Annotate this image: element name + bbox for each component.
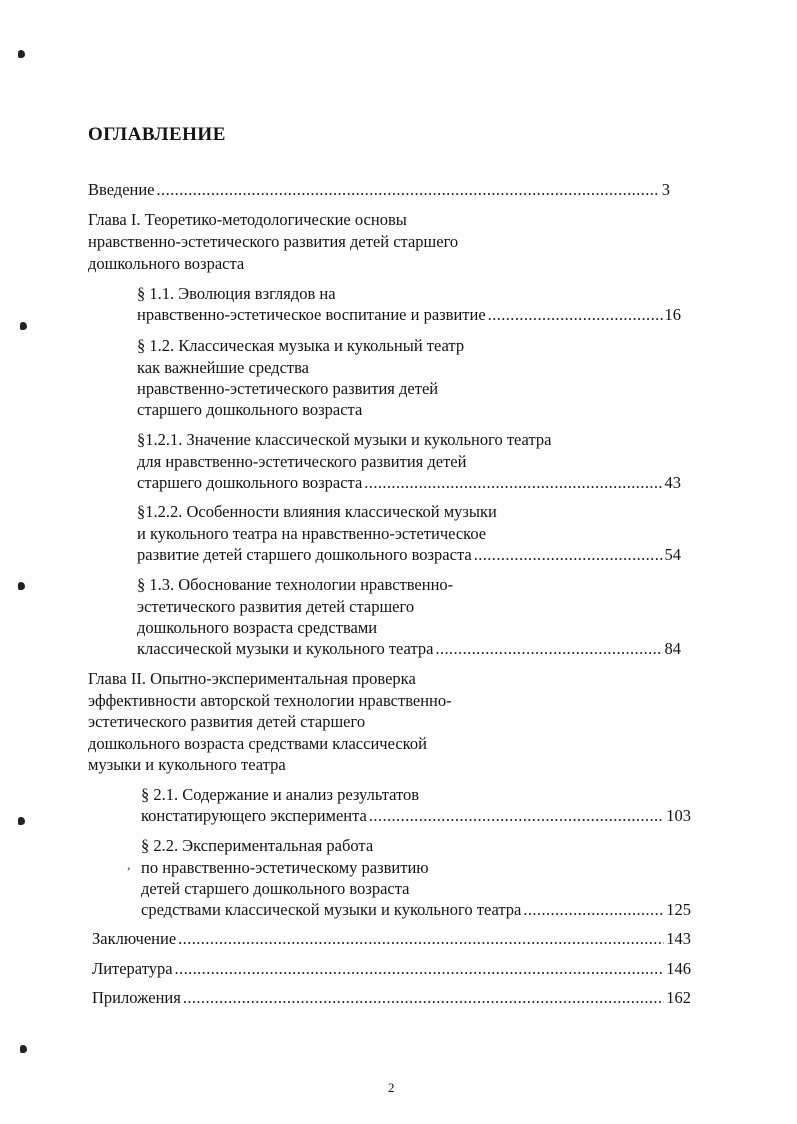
toc-entry-label: Литература	[92, 959, 173, 978]
section-1-2-title: нравственно-эстетического развития детей	[137, 379, 439, 398]
dot-leader	[523, 900, 664, 920]
toc-page-number: 125	[666, 900, 691, 919]
toc-entry-label: Введение	[88, 180, 155, 199]
dot-leader	[175, 959, 665, 979]
dot-leader	[157, 180, 660, 200]
toc-entry-label: средствами классической музыки и кукольного театра	[141, 900, 522, 919]
chapter2-heading: дошкольного возраста средствами классической	[88, 734, 427, 753]
scan-mark	[20, 322, 27, 330]
section-1-2-2-title: §1.2.2. Особенности влияния классической музыки	[137, 502, 497, 521]
section-1-3-title: дошкольного возраста средствами	[137, 618, 378, 637]
dot-leader	[435, 639, 662, 659]
toc-page-number: 143	[666, 929, 691, 948]
section-1-2-1-title: §1.2.1. Значение классической музыки и кукольного театра	[137, 430, 552, 449]
chapter2-heading: эстетического развития детей старшего	[88, 712, 366, 731]
section-2-1-title: § 2.1. Содержание и анализ результатов	[141, 785, 420, 804]
chapter2-heading: Глава II. Опытно-экспериментальная проверка	[88, 669, 416, 688]
section-1-2-title: старшего дошкольного возраста	[137, 400, 363, 419]
section-1-3-title: эстетического развития детей старшего	[137, 597, 415, 616]
toc-page-number: 162	[666, 988, 691, 1007]
dot-leader	[474, 545, 663, 565]
toc-entry-section-1-2-2[interactable]	[137, 545, 681, 565]
section-1-1-title: § 1.1. Эволюция взглядов на	[137, 284, 336, 303]
toc-entry-literature[interactable]	[92, 959, 691, 979]
toc-page-number: 43	[664, 473, 681, 492]
toc-page-number: 3	[661, 180, 670, 199]
section-2-2-title: § 2.2. Экспериментальная работа	[141, 836, 374, 855]
scan-mark	[18, 582, 25, 590]
section-1-2-title: как важнейшие средства	[137, 358, 310, 377]
toc-page-number: 54	[664, 545, 681, 564]
toc-title: ОГЛАВЛЕНИЕ	[88, 124, 226, 145]
toc-entry-label: старшего дошкольного возраста	[137, 473, 363, 492]
toc-entry-intro[interactable]	[88, 180, 670, 200]
toc-entry-section-1-3[interactable]	[137, 639, 681, 659]
toc-entry-label: Приложения	[92, 988, 181, 1007]
toc-page-number: 16	[664, 305, 681, 324]
scan-mark	[20, 1045, 27, 1053]
toc-page-number: 103	[666, 806, 691, 825]
toc-entry-label: классической музыки и кукольного театра	[137, 639, 434, 658]
dot-leader	[183, 988, 664, 1008]
chapter1-heading: Глава I. Теоретико-методологические основы	[88, 210, 407, 229]
chapter2-heading: музыки и кукольного театра	[88, 755, 286, 774]
dot-leader	[178, 929, 664, 949]
toc-entry-appendices[interactable]	[92, 988, 691, 1008]
section-1-2-1-title: для нравственно-эстетического развития детей	[137, 452, 467, 471]
toc-entry-section-2-1[interactable]	[141, 806, 691, 826]
dot-leader	[488, 305, 663, 325]
section-2-2-title: по нравственно-эстетическому развитию	[141, 858, 429, 877]
toc-entry-section-1-2-1[interactable]	[137, 473, 681, 493]
toc-page-number: 146	[666, 959, 691, 978]
toc-page-number: 84	[664, 639, 681, 658]
scan-mark	[18, 817, 25, 825]
chapter2-heading: эффективности авторской технологии нравственно-	[88, 691, 452, 710]
chapter1-heading: дошкольного возраста	[88, 254, 245, 273]
section-1-3-title: § 1.3. Обоснование технологии нравственно-	[137, 575, 454, 594]
toc-entry-label: Заключение	[92, 929, 177, 948]
toc-entry-section-1-1[interactable]	[137, 305, 681, 325]
page-number: 2	[388, 1080, 395, 1095]
section-2-2-title: детей старшего дошкольного возраста	[141, 879, 410, 898]
toc-entry-label: констатирующего эксперимента	[141, 806, 367, 825]
scan-speck: ,	[127, 858, 131, 873]
dot-leader	[369, 806, 664, 826]
section-1-2-title: § 1.2. Классическая музыка и кукольный театр	[137, 336, 465, 355]
dot-leader	[364, 473, 662, 493]
toc-entry-label: развитие детей старшего дошкольного возраста	[137, 545, 472, 564]
chapter1-heading: нравственно-эстетического развития детей старшего	[88, 232, 459, 251]
scan-mark	[18, 50, 25, 58]
toc-entry-label: нравственно-эстетическое воспитание и развитие	[137, 305, 486, 324]
toc-entry-section-2-2[interactable]	[141, 900, 691, 920]
toc-entry-conclusion[interactable]	[92, 929, 691, 949]
section-1-2-2-title: и кукольного театра на нравственно-эстетическое	[137, 524, 487, 543]
